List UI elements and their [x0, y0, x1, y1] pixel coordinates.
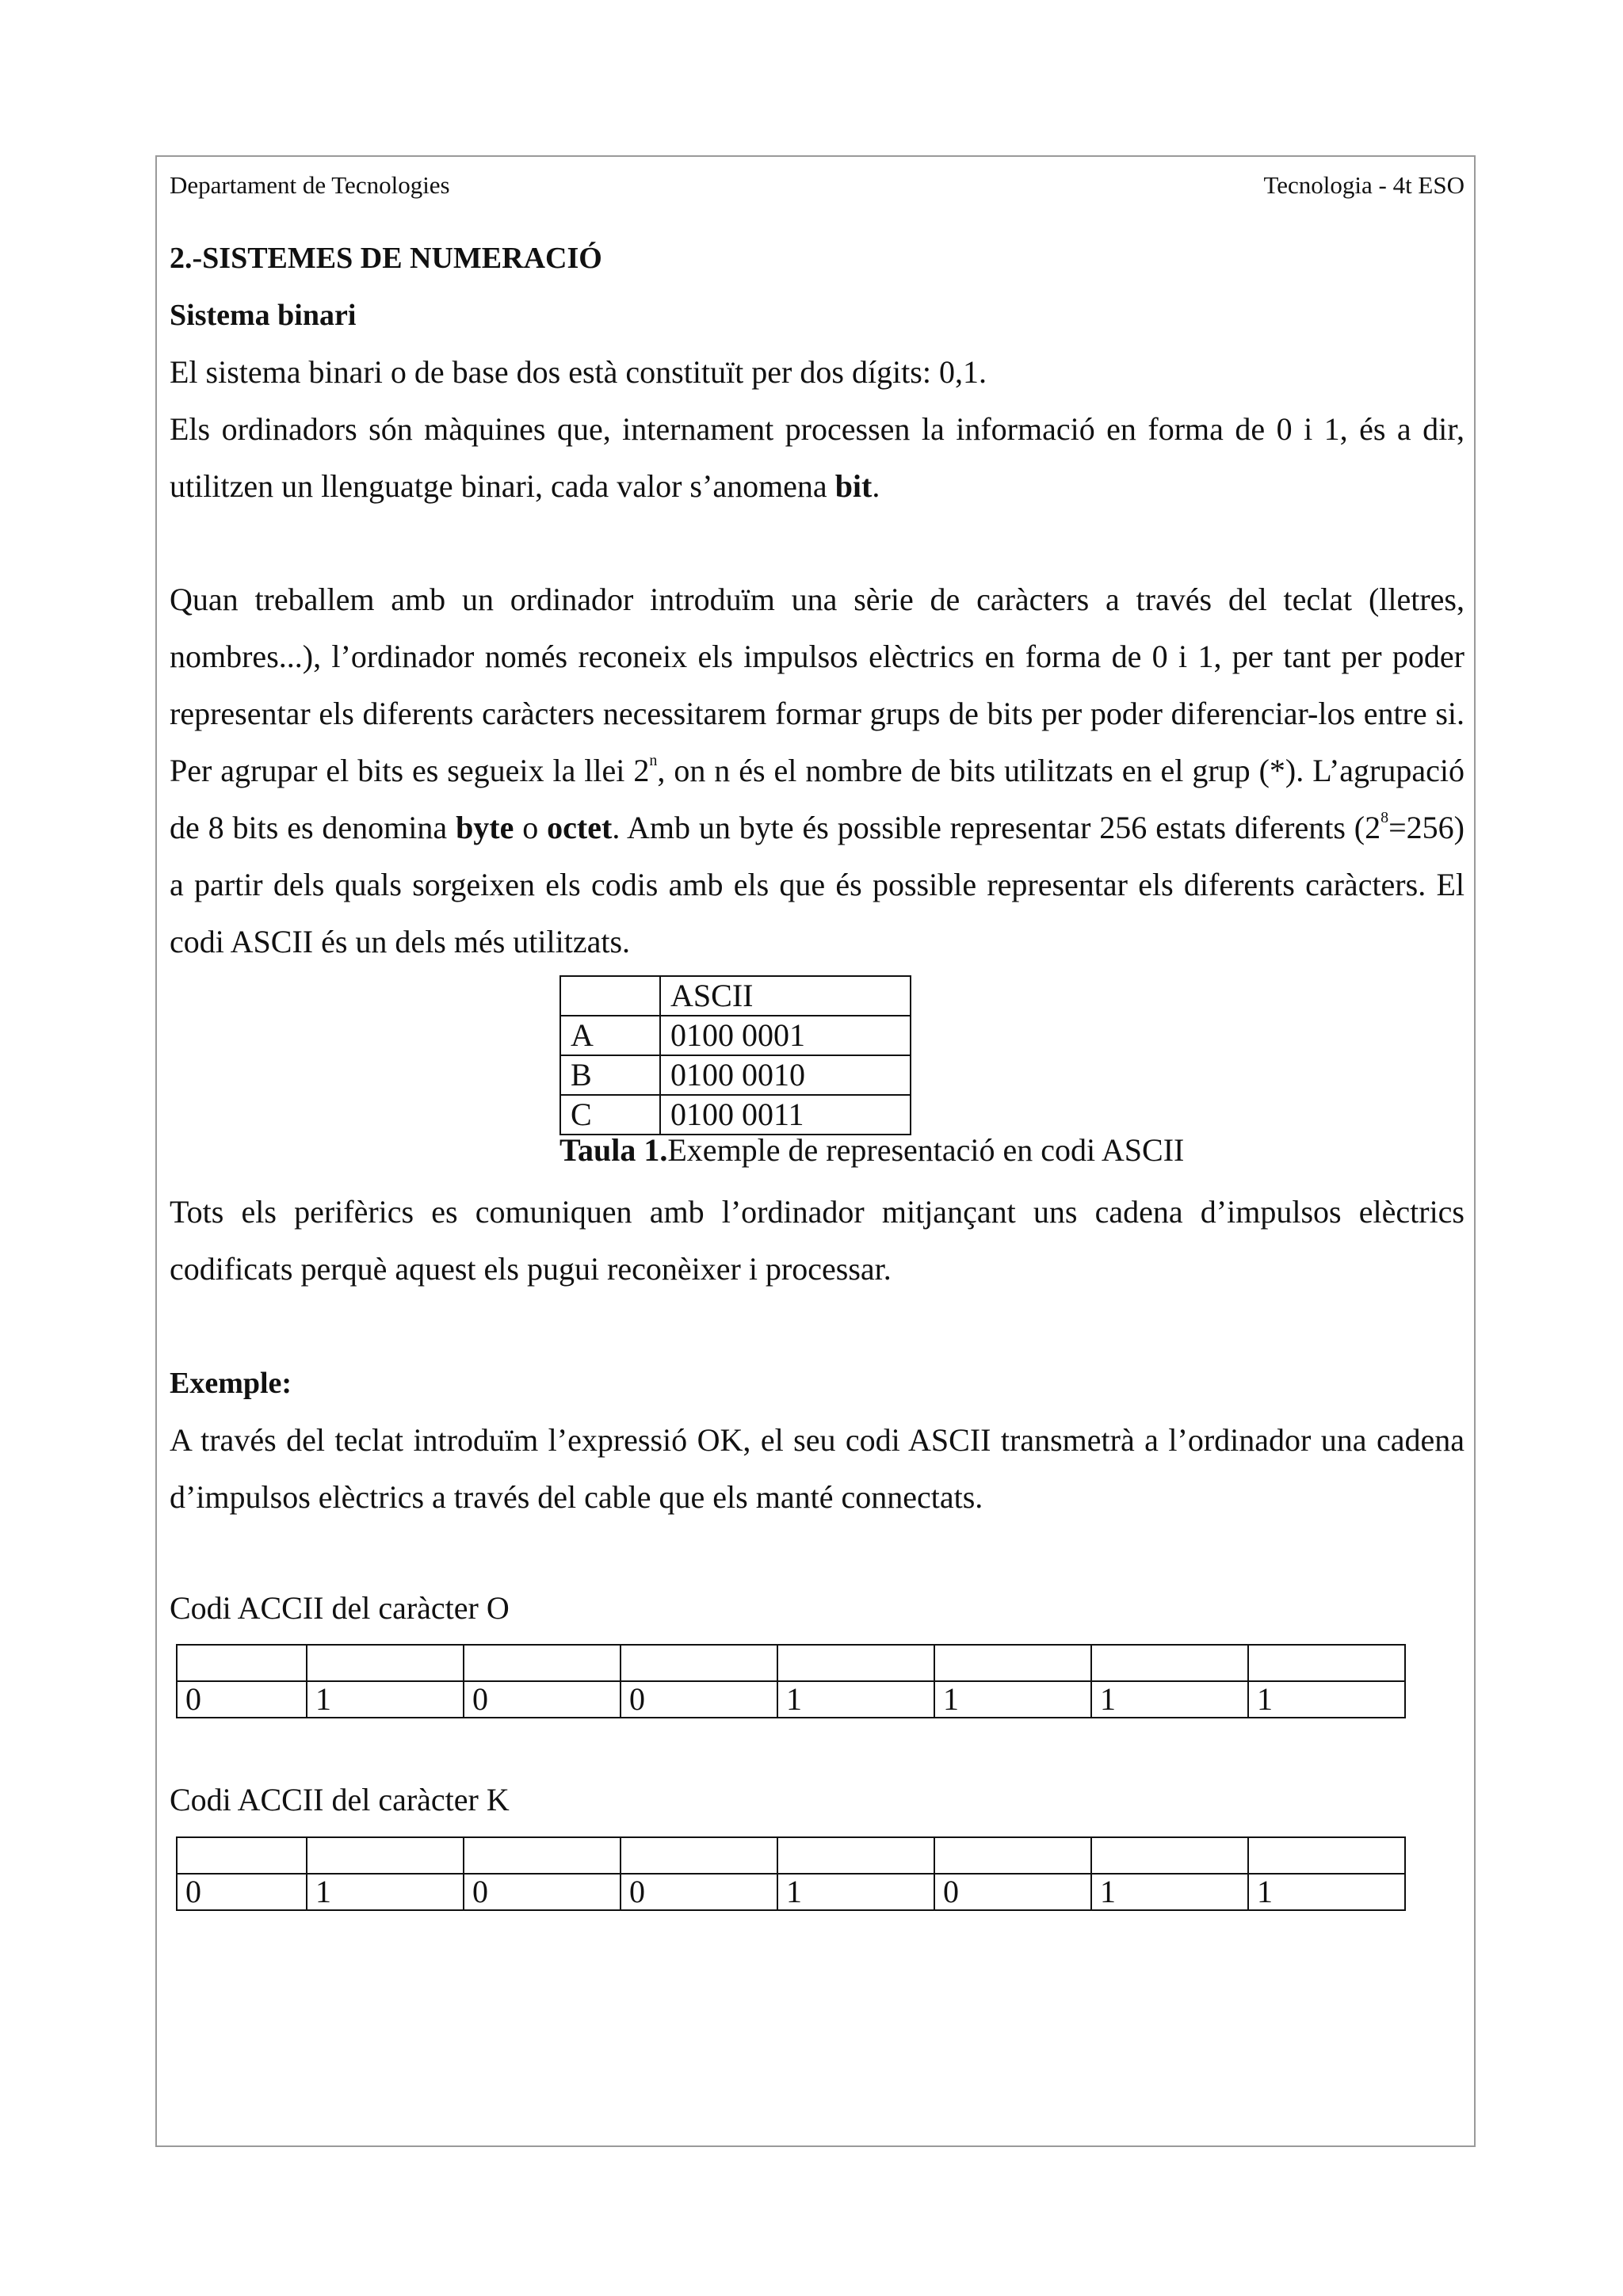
bit-cell-empty: [464, 1645, 621, 1681]
paragraph-computers: [170, 401, 1465, 515]
superscript-n: n: [649, 752, 658, 769]
bit-cell: 1: [1248, 1681, 1405, 1718]
bit-cell-empty: [621, 1837, 777, 1874]
bit-cell: 0: [934, 1874, 1091, 1910]
ascii-table-row: [560, 1055, 911, 1095]
bit-cell-empty: [307, 1837, 464, 1874]
bit-cell-empty: [307, 1645, 464, 1681]
ascii-header-label: ASCII: [660, 976, 911, 1016]
bit-cell: 1: [777, 1681, 934, 1718]
bit-cell: 1: [1091, 1874, 1248, 1910]
ascii-char-cell: B: [560, 1055, 660, 1095]
bit-cell: 1: [307, 1874, 464, 1910]
bit-cell-empty: [177, 1645, 307, 1681]
subsection-title: Sistema binari: [170, 299, 357, 332]
ascii-char-cell: A: [560, 1016, 660, 1055]
bit-cell: 1: [934, 1681, 1091, 1718]
bit-cell: 1: [1091, 1681, 1248, 1718]
paragraph-computers-end: .: [872, 468, 880, 504]
bit-cell-empty: [464, 1837, 621, 1874]
paragraph-grouping-part-b: , on n és el nombre de bits utilitzats en el grup (*). L’agrupació de 8 bits es denomina: [170, 753, 1465, 845]
ascii-char-cell: C: [560, 1095, 660, 1135]
code-o-bits-row: [177, 1681, 1405, 1718]
section-title: 2.-SISTEMES DE NUMERACIÓ: [170, 242, 602, 275]
ascii-code-cell: 0100 0010: [660, 1055, 911, 1095]
superscript-8: 8: [1381, 809, 1389, 826]
bit-cell: 0: [464, 1874, 621, 1910]
bit-cell: 0: [177, 1681, 307, 1718]
table-caption-text: Exemple de representació en codi ASCII: [667, 1132, 1185, 1168]
paragraph-grouping-part-a: Quan treballem amb un ordinador introduïm una sèrie de caràcters a través del teclat (lletres, nombres...), l’ordinador només reconeix els impulsos elèctrics en forma de 0 i 1, per tant per poder representar els diferents caràcters necessitarem formar grups de bits per poder diferenciar-los entre si. Per agrupar el bits es segueix la llei 2: [170, 582, 1465, 788]
paragraph-example: A través del teclat introduïm l’expressió OK, el seu codi ASCII transmetrà a l’ordinador una cadena d’impulsos elèctrics a través del cable que els manté connectats.: [170, 1422, 1465, 1515]
bit-cell: 0: [621, 1874, 777, 1910]
ascii-table-row: [560, 1095, 911, 1135]
bit-cell-empty: [1091, 1645, 1248, 1681]
bit-cell: 0: [621, 1681, 777, 1718]
ascii-code-cell: 0100 0011: [660, 1095, 911, 1135]
code-k-label: Codi ACCII del caràcter K: [170, 1782, 510, 1817]
bit-cell-empty: [777, 1645, 934, 1681]
header-course: Tecnologia - 4t ESO: [1263, 171, 1465, 199]
paragraph-grouping-part-c: . Amb un byte és possible representar 256 estats diferents (2: [612, 810, 1381, 845]
paragraph-binary-definition: El sistema binari o de base dos està constituït per dos dígits: 0,1.: [170, 354, 987, 390]
bit-cell-empty: [621, 1645, 777, 1681]
paragraph-grouping-or: o: [514, 810, 548, 845]
ascii-header-empty: [560, 976, 660, 1016]
ascii-table-row: [560, 1016, 911, 1055]
bit-cell-empty: [177, 1837, 307, 1874]
paragraph-computers-text: Els ordinadors són màquines que, internament processen la informació en forma de 0 i 1, és a dir, utilitzen un llenguatge binari, cada valor s’anomena: [170, 411, 1465, 504]
code-o-empty-row: [177, 1645, 1405, 1681]
table-caption-label: Taula 1.: [559, 1132, 668, 1168]
paragraph-bit-grouping: [170, 571, 1465, 971]
term-byte: byte: [456, 810, 514, 845]
bit-cell: 1: [1248, 1874, 1405, 1910]
header-department: Departament de Tecnologies: [170, 171, 450, 199]
table-caption: [559, 1131, 1185, 1170]
bit-cell-empty: [934, 1645, 1091, 1681]
paragraph-grouping-part-d: =256) a partir dels quals sorgeixen els codis amb els que és possible representar els diferents caràcters. El codi ASCII és un dels més utilitzats.: [170, 810, 1465, 959]
paragraph-peripherals: Tots els perifèrics es comuniquen amb l’ordinador mitjançant uns cadena d’impulsos elèctrics codificats perquè aquest els pugui reconèixer i processar.: [170, 1194, 1465, 1287]
example-heading: Exemple:: [170, 1367, 292, 1400]
code-k-table: [176, 1836, 1406, 1911]
code-o-label: Codi ACCII del caràcter O: [170, 1590, 510, 1626]
ascii-code-cell: 0100 0001: [660, 1016, 911, 1055]
page-header: [170, 170, 1465, 201]
bit-cell-empty: [934, 1837, 1091, 1874]
bit-cell: 0: [464, 1681, 621, 1718]
code-o-table: [176, 1644, 1406, 1718]
code-k-empty-row: [177, 1837, 1405, 1874]
bit-cell: 1: [777, 1874, 934, 1910]
bit-cell: 1: [307, 1681, 464, 1718]
bit-cell: 0: [177, 1874, 307, 1910]
bit-cell-empty: [1248, 1645, 1405, 1681]
bit-cell-empty: [777, 1837, 934, 1874]
ascii-table-header-row: [560, 976, 911, 1016]
term-octet: octet: [547, 810, 613, 845]
code-k-bits-row: [177, 1874, 1405, 1910]
term-bit: bit: [834, 468, 873, 504]
bit-cell-empty: [1091, 1837, 1248, 1874]
bit-cell-empty: [1248, 1837, 1405, 1874]
ascii-table: [559, 975, 911, 1135]
